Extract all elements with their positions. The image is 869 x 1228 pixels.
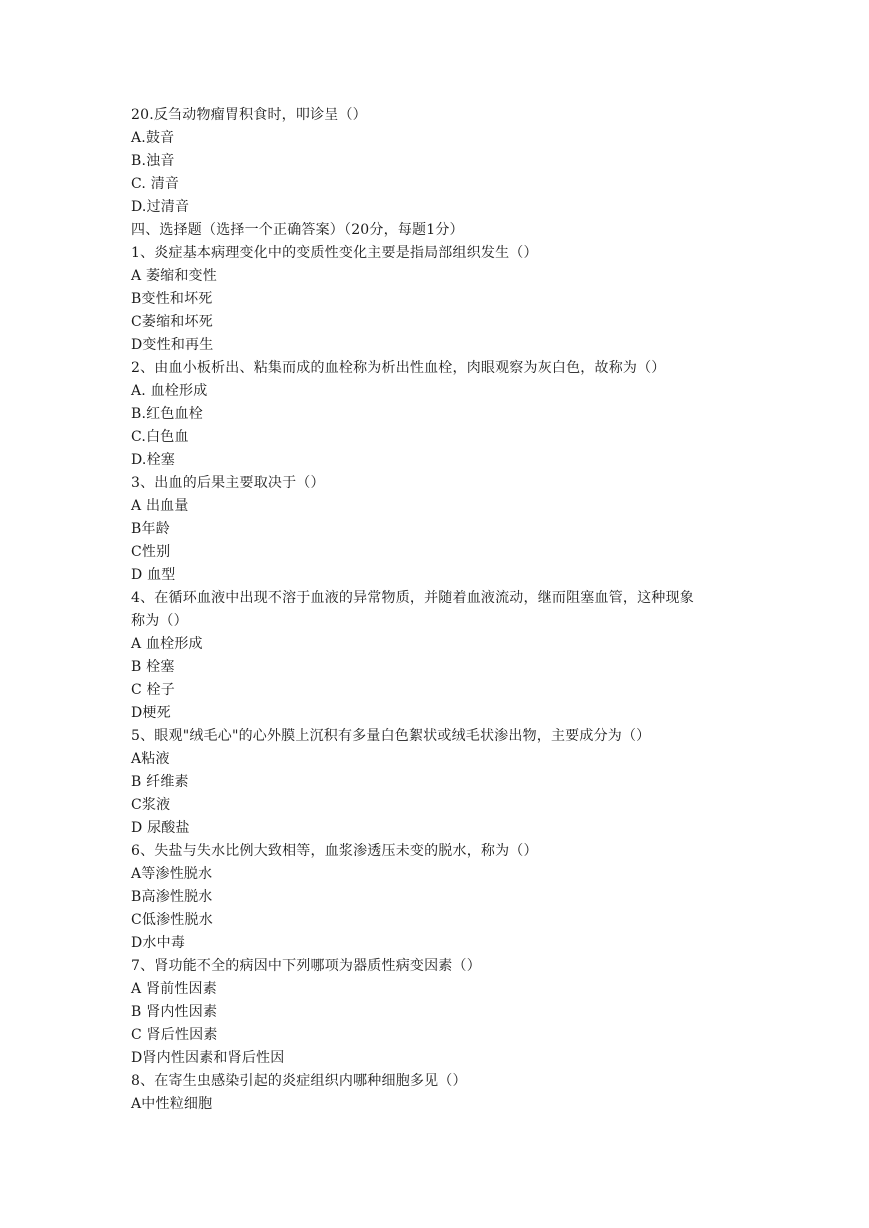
- text-line: B年龄: [131, 521, 170, 537]
- text-line: 20.反刍动物瘤胃积食时，叩诊呈（）: [131, 107, 367, 123]
- text-line: 称为（）: [131, 613, 188, 629]
- text-line: A. 血栓形成: [131, 383, 208, 399]
- text-line: A.鼓音: [131, 130, 175, 146]
- text-line: C萎缩和坏死: [131, 314, 213, 330]
- text-line: B 纤维素: [131, 774, 189, 790]
- text-line: D 血型: [131, 567, 176, 583]
- text-line: A粘液: [131, 751, 170, 767]
- text-line: 5、眼观"绒毛心"的心外膜上沉积有多量白色絮状或绒毛状渗出物，主要成分为（）: [131, 728, 651, 744]
- text-line: C. 清音: [131, 176, 180, 192]
- text-line: D 尿酸盐: [131, 820, 190, 836]
- text-line: B.浊音: [131, 153, 175, 169]
- text-line: C性别: [131, 544, 171, 560]
- text-line: A 肾前性因素: [131, 981, 217, 997]
- text-line: D变性和再生: [131, 337, 214, 353]
- text-line: A 出血量: [131, 498, 189, 514]
- text-line: 3、出血的后果主要取决于（）: [131, 475, 325, 491]
- document-text: [131, 104, 751, 1116]
- text-line: 6、失盐与失水比例大致相等，血浆渗透压未变的脱水，称为（）: [131, 843, 538, 859]
- text-line: A中性粒细胞: [131, 1096, 213, 1112]
- text-line: A 萎缩和变性: [131, 268, 217, 284]
- text-line: D水中毒: [131, 935, 186, 951]
- text-line: B高渗性脱水: [131, 889, 213, 905]
- text-line: B 栓塞: [131, 659, 175, 675]
- text-line: C.白色血: [131, 429, 189, 445]
- text-line: C浆液: [131, 797, 171, 813]
- text-line: B.红色血栓: [131, 406, 203, 422]
- text-line: 2、由血小板析出、粘集而成的血栓称为析出性血栓，肉眼观察为灰白色，故称为（）: [131, 360, 666, 376]
- text-line: C低渗性脱水: [131, 912, 213, 928]
- text-line: C 肾后性因素: [131, 1027, 218, 1043]
- text-line: 四、选择题（选择一个正确答案）（20分，每题1分）: [131, 222, 464, 238]
- text-line: A 血栓形成: [131, 636, 203, 652]
- text-line: 8、在寄生虫感染引起的炎症组织内哪种细胞多见（）: [131, 1073, 467, 1089]
- text-line: 7、肾功能不全的病因中下列哪项为器质性病变因素（）: [131, 958, 481, 974]
- text-line: A等渗性脱水: [131, 866, 213, 882]
- text-line: D.过清音: [131, 199, 190, 215]
- text-line: D梗死: [131, 705, 171, 721]
- text-line: D.栓塞: [131, 452, 175, 468]
- text-line: B变性和坏死: [131, 291, 213, 307]
- text-line: 1、炎症基本病理变化中的变质性变化主要是指局部组织发生（）: [131, 245, 538, 261]
- text-line: C 栓子: [131, 682, 175, 698]
- text-line: D肾内性因素和肾后性因: [131, 1050, 285, 1066]
- text-line: B 肾内性因素: [131, 1004, 218, 1020]
- text-line: 4、在循环血液中出现不溶于血液的异常物质，并随着血液流动，继而阻塞血管，这种现象: [131, 590, 694, 606]
